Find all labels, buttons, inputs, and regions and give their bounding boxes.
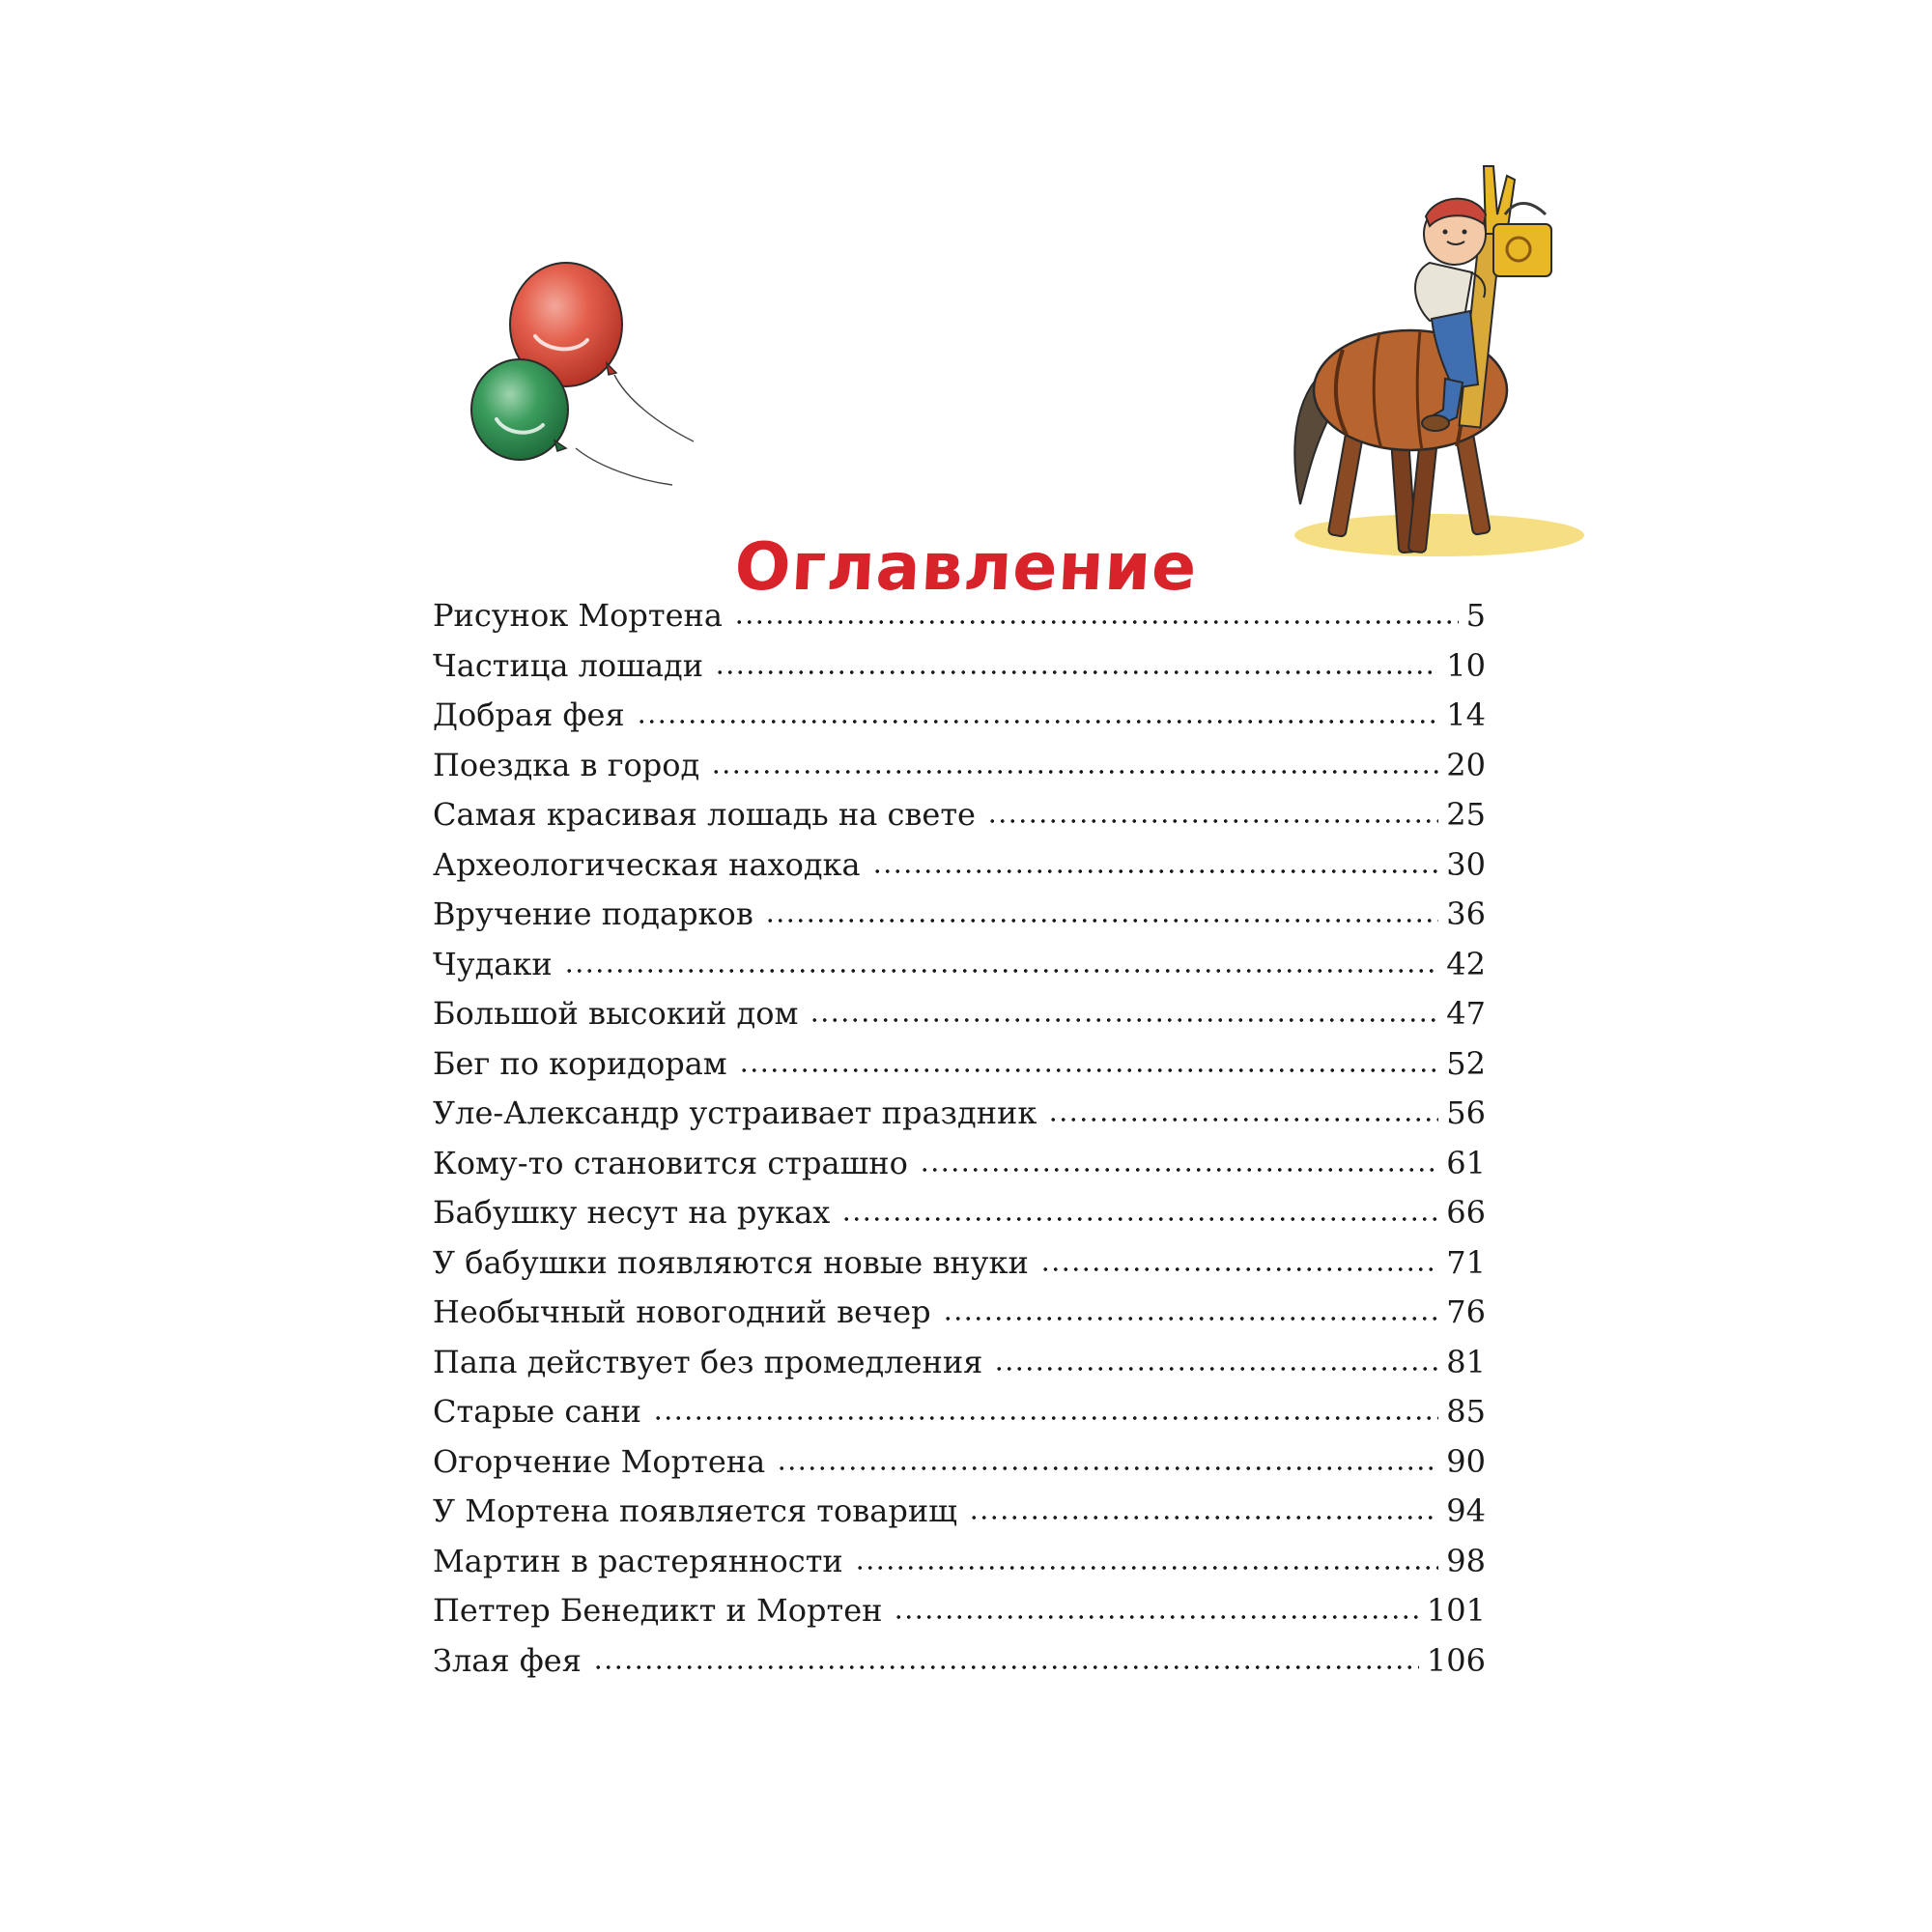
toc-entry: [433, 995, 1486, 1045]
toc-entry-page-number: 56: [1446, 1094, 1486, 1131]
toc-entry: [433, 946, 1486, 996]
toc-entry: [433, 647, 1486, 697]
dot-leader: [765, 918, 1438, 923]
toc-entry: [433, 1543, 1486, 1593]
toc-entry-title: Мартин в растерянности: [433, 1542, 843, 1579]
toc-entry-page-number: 71: [1446, 1243, 1486, 1281]
toc-entry-page-number: 14: [1446, 696, 1486, 733]
toc-entry-title: Добрая фея: [433, 696, 625, 733]
dot-leader: [894, 1614, 1418, 1620]
toc-entry-page-number: 42: [1446, 945, 1486, 982]
toc-entry-page-number: 85: [1446, 1393, 1486, 1430]
page-title: Оглавление: [732, 528, 1200, 606]
toc-entry-title: Кому-то становится страшно: [433, 1144, 908, 1181]
dot-leader: [969, 1515, 1438, 1520]
toc-entry-title: Старые сани: [433, 1393, 641, 1430]
dot-leader: [841, 1216, 1438, 1222]
toc-entry-page-number: 30: [1446, 845, 1486, 883]
toc-entry-title: У Мортена появляется товарищ: [433, 1492, 957, 1529]
dot-leader: [593, 1664, 1419, 1670]
toc-entry: [433, 895, 1486, 946]
toc-entry-page-number: 98: [1446, 1542, 1486, 1579]
toc-entry-title: Петтер Бенедикт и Мортен: [433, 1592, 883, 1629]
toc-entry: [433, 1344, 1486, 1394]
toc-entry-page-number: 52: [1446, 1044, 1486, 1082]
toc-entry: [433, 1393, 1486, 1443]
toc-entry-title: Частица лошади: [433, 646, 704, 684]
toc-entry-page-number: 76: [1446, 1293, 1486, 1330]
toc-entry-page-number: 5: [1465, 597, 1486, 634]
dot-leader: [711, 769, 1438, 775]
toc-entry-title: Бег по коридорам: [433, 1044, 727, 1082]
dot-leader: [810, 1017, 1438, 1023]
toc-entry-title: Археологическая находка: [433, 845, 861, 883]
toc-entry: [433, 796, 1486, 846]
boy-on-barrel-horse-illustration: [1265, 156, 1584, 572]
toc-entry-title: Вручение подарков: [433, 895, 753, 932]
toc-entry-title: Злая фея: [433, 1641, 582, 1679]
dot-leader: [1040, 1266, 1438, 1272]
toc-entry: [433, 1045, 1486, 1095]
toc-entry-page-number: 101: [1426, 1592, 1486, 1629]
toc-entry-page-number: 47: [1446, 995, 1486, 1032]
toc-entry-title: Поездка в город: [433, 746, 700, 783]
dot-leader: [637, 719, 1439, 724]
toc-entry-page-number: 25: [1446, 796, 1486, 833]
toc-entry-page-number: 81: [1446, 1343, 1486, 1380]
dot-leader: [715, 669, 1438, 675]
dot-leader: [653, 1415, 1438, 1421]
toc-entry-page-number: 66: [1446, 1194, 1486, 1231]
toc-entry-title: Папа действует без промедления: [433, 1343, 983, 1380]
dot-leader: [987, 818, 1438, 824]
toc-entry: [433, 1145, 1486, 1195]
green-balloon: [471, 359, 568, 460]
dot-leader: [734, 619, 1459, 625]
toc-entry: [433, 846, 1486, 896]
toc-entry: [433, 1642, 1486, 1692]
toc-entry-title: Самая красивая лошадь на свете: [433, 796, 976, 833]
toc-entry: [433, 1443, 1486, 1493]
toc-entry-page-number: 106: [1426, 1641, 1486, 1679]
toc-entry-title: Большой высокий дом: [433, 995, 799, 1032]
toc-entry-title: Уле-Александр устраивает праздник: [433, 1094, 1037, 1131]
toc-entry-page-number: 94: [1446, 1492, 1486, 1529]
dot-leader: [872, 868, 1439, 874]
dot-leader: [1048, 1117, 1438, 1122]
dot-leader: [855, 1565, 1439, 1571]
dot-leader: [777, 1465, 1438, 1471]
toc-entry-title: Огорчение Мортена: [433, 1442, 766, 1480]
toc-entry-title: У бабушки появляются новые внуки: [433, 1243, 1029, 1281]
toc-entry: [433, 597, 1486, 647]
toc-entry-title: Чудаки: [433, 945, 553, 982]
toc-entry: [433, 1094, 1486, 1145]
toc-entry: [433, 1592, 1486, 1642]
dot-leader: [920, 1167, 1438, 1173]
dot-leader: [943, 1316, 1439, 1321]
toc-entry-title: Бабушку несут на руках: [433, 1194, 831, 1231]
toc-entry-page-number: 10: [1446, 646, 1486, 684]
toc-entry: [433, 1244, 1486, 1294]
toc-entry: [433, 1293, 1486, 1344]
balloons-illustration: [462, 243, 713, 495]
dot-leader: [739, 1067, 1439, 1073]
dot-leader: [564, 968, 1439, 974]
table-of-contents: [433, 597, 1486, 1691]
toc-entry-page-number: 61: [1446, 1144, 1486, 1181]
toc-entry-page-number: 36: [1446, 895, 1486, 932]
toc-entry-title: Необычный новогодний вечер: [433, 1293, 931, 1330]
toc-entry-page-number: 20: [1446, 746, 1486, 783]
toc-entry-page-number: 90: [1446, 1442, 1486, 1480]
toc-entry: [433, 1194, 1486, 1244]
toc-entry-title: Рисунок Мортена: [433, 597, 723, 634]
dot-leader: [994, 1366, 1438, 1372]
toc-entry: [433, 1492, 1486, 1543]
toc-entry: [433, 696, 1486, 747]
toc-entry: [433, 747, 1486, 797]
